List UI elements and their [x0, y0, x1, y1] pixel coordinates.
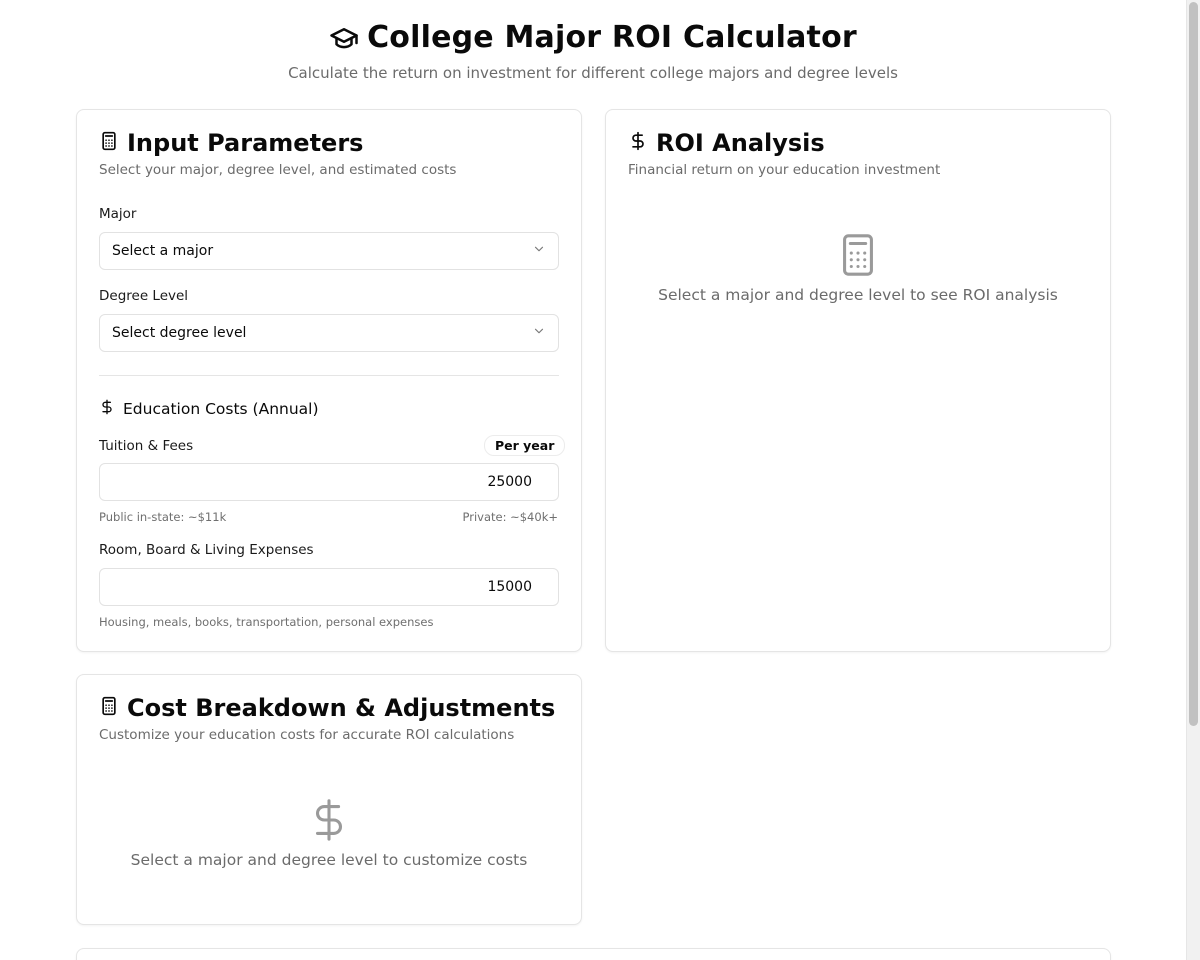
scrollbar[interactable] [1186, 0, 1200, 960]
roi-empty-state [606, 232, 1110, 304]
page-header [0, 18, 1186, 82]
living-expenses-hint: Housing, meals, books, transportation, personal expenses [99, 615, 434, 629]
scrollbar-thumb[interactable] [1189, 2, 1198, 726]
input-card-title: Input Parameters [127, 129, 364, 157]
chevron-down-icon [532, 242, 546, 260]
graduation-cap-icon [329, 23, 359, 53]
calculator-icon [99, 696, 119, 720]
input-parameters-card [76, 109, 582, 652]
roi-card-header [628, 128, 825, 158]
chevron-down-icon [532, 324, 546, 342]
living-expenses-input[interactable] [99, 568, 559, 606]
major-label: Major [99, 206, 137, 222]
degree-select[interactable] [99, 314, 559, 352]
dollar-icon [77, 797, 581, 843]
calculator-icon [606, 232, 1110, 278]
roi-empty-message: Select a major and degree level to see ROI analysis [658, 286, 1058, 304]
cost-empty-message: Select a major and degree level to customize costs [130, 851, 528, 869]
per-year-badge: Per year [484, 435, 565, 456]
education-costs-heading [99, 399, 319, 419]
degree-select-value: Select degree level [112, 325, 247, 341]
dollar-icon [99, 399, 115, 419]
roi-analysis-card [605, 109, 1111, 652]
tuition-input[interactable] [99, 463, 559, 501]
tuition-hint-private: Private: ~$40k+ [462, 510, 558, 524]
degree-label: Degree Level [99, 288, 189, 304]
next-card [76, 948, 1111, 960]
divider [99, 375, 559, 376]
input-card-header [99, 128, 363, 158]
cost-card-description: Customize your education costs for accurate ROI calculations [99, 727, 515, 743]
calculator-icon [99, 131, 119, 155]
cost-breakdown-card [76, 674, 582, 925]
major-select[interactable] [99, 232, 559, 270]
roi-card-description: Financial return on your education investment [628, 162, 941, 178]
title-row [329, 18, 857, 58]
cost-card-title: Cost Breakdown & Adjustments [127, 694, 556, 722]
roi-card-title: ROI Analysis [656, 129, 825, 157]
tuition-hint-public: Public in-state: ~$11k [99, 510, 227, 524]
living-expenses-label: Room, Board & Living Expenses [99, 542, 314, 558]
input-card-description: Select your major, degree level, and estimated costs [99, 162, 457, 178]
cost-empty-state [77, 797, 581, 869]
page-subtitle: Calculate the return on investment for different college majors and degree levels [288, 64, 898, 82]
page-title: College Major ROI Calculator [367, 20, 857, 55]
major-select-value: Select a major [112, 243, 214, 259]
education-costs-title: Education Costs (Annual) [123, 400, 319, 418]
tuition-label: Tuition & Fees [99, 438, 194, 454]
cost-card-header [99, 693, 555, 723]
dollar-icon [628, 131, 648, 155]
